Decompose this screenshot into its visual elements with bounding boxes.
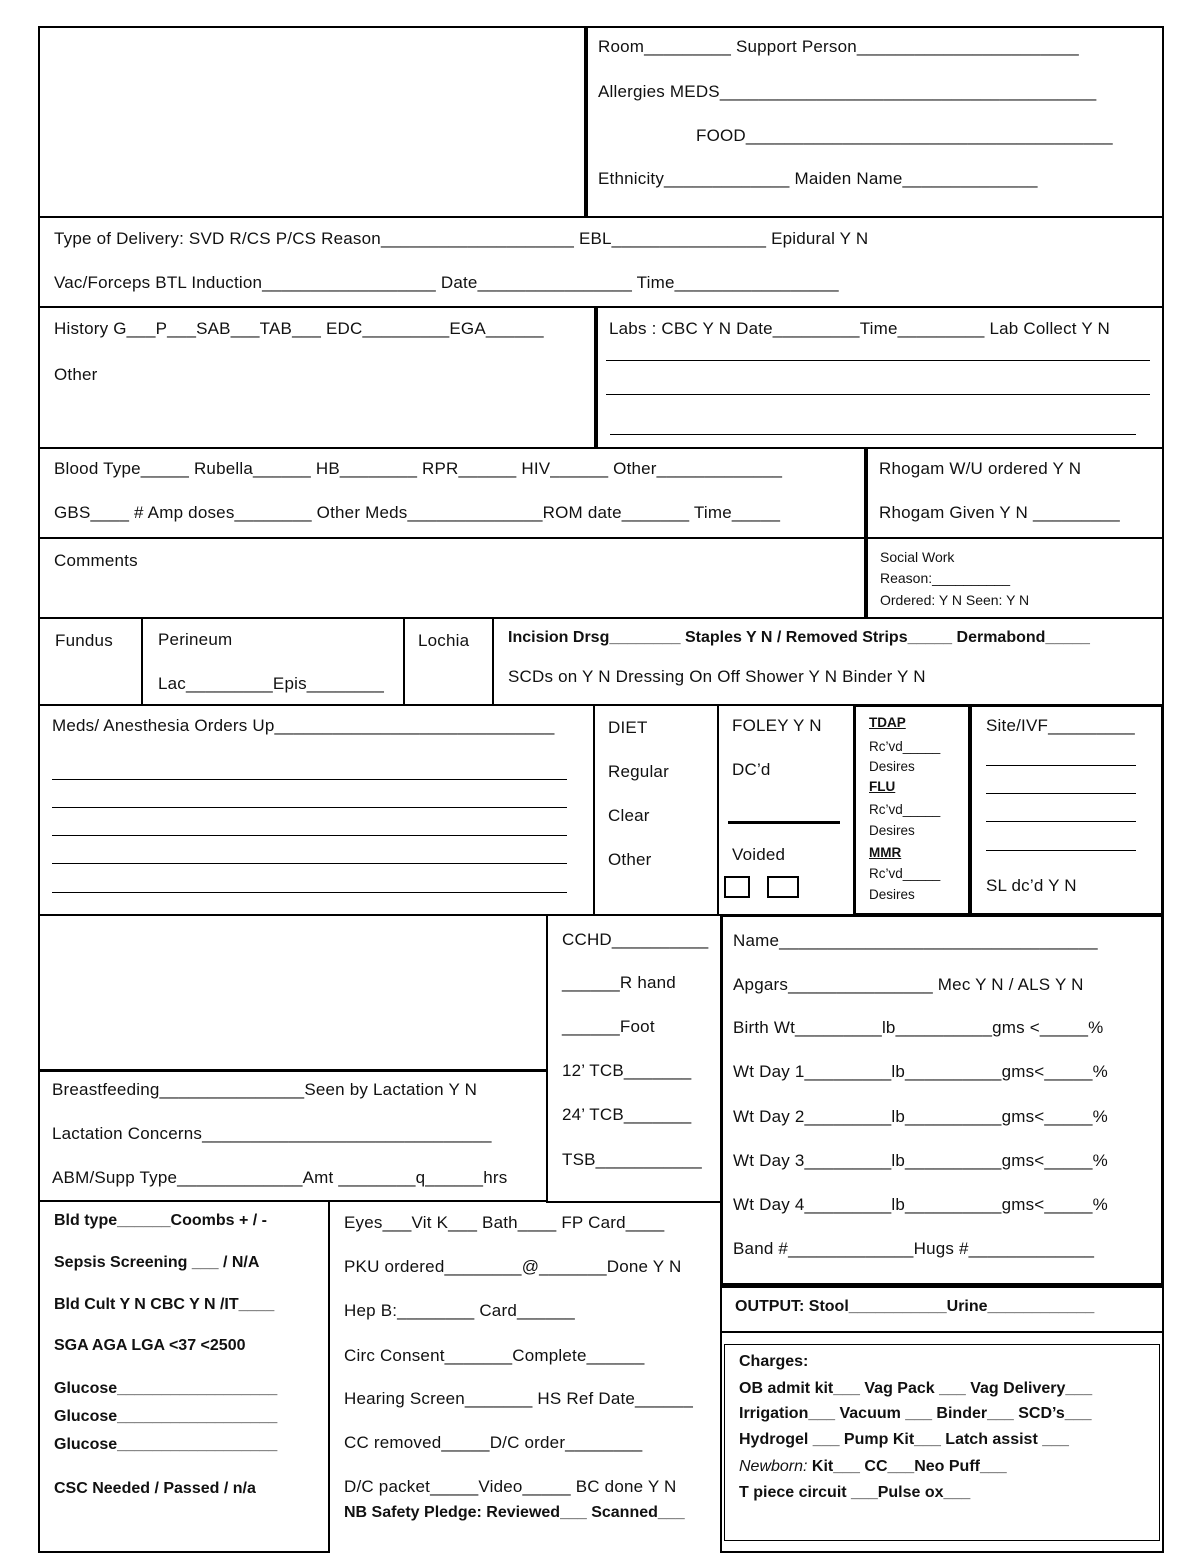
meds-line-4[interactable] (52, 863, 567, 864)
sl-dcd-field[interactable]: SL dc’d Y N (986, 876, 1077, 895)
room-support-field[interactable]: Room_________ Support Person_______________________ (598, 37, 1079, 56)
sepsis-screening[interactable]: Sepsis Screening ___ / N/A (54, 1254, 260, 1271)
dc-packet-field[interactable]: D/C packet_____Video_____ BC done Y N (344, 1477, 677, 1496)
gestational-size[interactable]: SGA AGA LGA <37 <2500 (54, 1337, 246, 1354)
band-hugs-field[interactable]: Band #_____________Hugs #_____________ (733, 1239, 1095, 1258)
fundus-label: Fundus (55, 631, 113, 650)
blood-type-line[interactable]: Blood Type_____ Rubella______ HB________ RPR______ HIV______ Other_____________ (54, 459, 783, 478)
voided-checkbox-1[interactable] (724, 876, 750, 898)
delivery-type-line[interactable]: Type of Delivery: SVD R/CS P/CS Reason____________________ EBL________________ Epidural Y N (54, 229, 869, 248)
site-ivf-field[interactable]: Site/IVF_________ (986, 716, 1135, 735)
cchd-right-hand[interactable]: ______R hand (562, 973, 676, 992)
wt-day-1-field[interactable]: Wt Day 1_________lb__________gms<_____% (733, 1062, 1109, 1081)
bld-type-coombs[interactable]: Bld type______Coombs + / - (54, 1212, 267, 1229)
newborn-weights-section (720, 914, 1164, 1286)
charges-line-3[interactable]: Hydrogel ___ Pump Kit___ Latch assist ___ (739, 1431, 1069, 1448)
bld-cult-cbc[interactable]: Bld Cult Y N CBC Y N /IT____ (54, 1296, 275, 1313)
output-stool-urine[interactable]: OUTPUT: Stool___________Urine____________ (735, 1298, 1095, 1315)
cchd-field[interactable]: CCHD__________ (562, 930, 709, 949)
meds-line-5[interactable] (52, 892, 567, 893)
foley-dcd: DC’d (732, 760, 771, 779)
charges-line-5[interactable]: T piece circuit ___Pulse ox___ (739, 1484, 971, 1501)
foley-title[interactable]: FOLEY Y N (732, 716, 822, 735)
nb-labs-section (38, 1200, 330, 1553)
wt-day-3-field[interactable]: Wt Day 3_________lb__________gms<_____% (733, 1151, 1109, 1170)
glucose-1[interactable]: Glucose__________________ (54, 1380, 278, 1397)
eyes-vitk-field[interactable]: Eyes___Vit K___ Bath____ FP Card____ (344, 1213, 665, 1232)
tdap-desires[interactable]: Desires (869, 759, 915, 774)
ethnicity-maiden-field[interactable]: Ethnicity_____________ Maiden Name______________ (598, 169, 1038, 188)
site-line-3[interactable] (986, 821, 1136, 822)
history-other-label: Other (54, 365, 98, 384)
abm-supp-field[interactable]: ABM/Supp Type_____________Amt ________q______hrs (52, 1168, 508, 1187)
lactation-concerns-field[interactable]: Lactation Concerns______________________________ (52, 1124, 492, 1143)
diet-other[interactable]: Other (608, 850, 652, 869)
incision-line[interactable]: Incision Drsg________ Staples Y N / Removed Strips_____ Dermabond_____ (508, 629, 1090, 646)
allergies-meds-field[interactable]: Allergies MEDS_______________________________________ (598, 82, 1097, 101)
meds-line-2[interactable] (52, 807, 567, 808)
tsb-field[interactable]: TSB___________ (562, 1150, 702, 1169)
voided-checkbox-2[interactable] (767, 876, 799, 898)
patient-label-area (38, 26, 588, 218)
pku-field[interactable]: PKU ordered________@_______Done Y N (344, 1257, 682, 1276)
gbs-line[interactable]: GBS____ # Amp doses________ Other Meds______________ROM date_______ Time_____ (54, 503, 781, 522)
newborn-charges-items[interactable]: Kit___ CC___Neo Puff___ (807, 1458, 1007, 1475)
charges-line-1[interactable]: OB admit kit___ Vag Pack ___ Vag Delivery___ (739, 1380, 1093, 1397)
mmr-title (869, 845, 901, 860)
cc-removed-field[interactable]: CC removed_____D/C order________ (344, 1433, 643, 1452)
glucose-3[interactable]: Glucose__________________ (54, 1436, 278, 1453)
flu-title-text: FLU (869, 779, 896, 794)
apgars-field[interactable]: Apgars_______________ Mec Y N / ALS Y N (733, 975, 1084, 994)
comments-label: Comments (54, 551, 138, 570)
flu-title (869, 779, 895, 794)
labs-line-3[interactable] (610, 434, 1136, 435)
circ-consent-field[interactable]: Circ Consent_______Complete______ (344, 1346, 645, 1365)
hearing-screen-field[interactable]: Hearing Screen_______ HS Ref Date______ (344, 1389, 693, 1408)
diet-title: DIET (608, 718, 648, 737)
site-line-4[interactable] (986, 850, 1136, 851)
birth-weight-field[interactable]: Birth Wt_________lb__________gms <_____% (733, 1018, 1104, 1037)
flu-rcvd[interactable]: Rc’vd_____ (869, 802, 941, 817)
mmr-rcvd[interactable]: Rc’vd_____ (869, 866, 941, 881)
site-line-1[interactable] (986, 765, 1136, 766)
charges-line-2[interactable]: Irrigation___ Vacuum ___ Binder___ SCD’s___ (739, 1405, 1092, 1422)
tcb-12-field[interactable]: 12’ TCB_______ (562, 1061, 692, 1080)
flu-desires[interactable]: Desires (869, 823, 915, 838)
wt-day-2-field[interactable]: Wt Day 2_________lb__________gms<_____% (733, 1107, 1109, 1126)
tcb-24-field[interactable]: 24’ TCB_______ (562, 1105, 692, 1124)
tdap-title-text: TDAP (869, 715, 906, 730)
newborn-name-field[interactable]: Name_________________________________ (733, 931, 1098, 950)
glucose-2[interactable]: Glucose__________________ (54, 1408, 278, 1425)
meds-anesthesia-label[interactable]: Meds/ Anesthesia Orders Up_____________________________ (52, 716, 555, 735)
comments-section (38, 537, 868, 619)
social-work-title: Social Work (880, 549, 955, 565)
labs-line-1[interactable] (606, 360, 1150, 361)
perineum-label: Perineum (158, 630, 233, 649)
safety-pledge-field[interactable]: NB Safety Pledge: Reviewed___ Scanned___ (344, 1504, 685, 1521)
meds-line-3[interactable] (52, 835, 567, 836)
hep-b-field[interactable]: Hep B:________ Card______ (344, 1301, 575, 1320)
diet-clear[interactable]: Clear (608, 806, 650, 825)
tdap-title (869, 715, 906, 730)
lac-epis-field[interactable]: Lac_________Epis________ (158, 674, 385, 693)
delivery-method-line[interactable]: Vac/Forceps BTL Induction__________________ Date________________ Time_________________ (54, 273, 839, 292)
rhogam-wu-field[interactable]: Rhogam W/U ordered Y N (879, 459, 1082, 478)
scds-line[interactable]: SCDs on Y N Dressing On Off Shower Y N Binder Y N (508, 667, 926, 686)
mmr-desires[interactable]: Desires (869, 887, 915, 902)
wt-day-4-field[interactable]: Wt Day 4_________lb__________gms<_____% (733, 1195, 1109, 1214)
site-line-2[interactable] (986, 793, 1136, 794)
tdap-rcvd[interactable]: Rc’vd_____ (869, 739, 941, 754)
diet-regular[interactable]: Regular (608, 762, 669, 781)
history-gpsab-line[interactable]: History G___P___SAB___TAB___ EDC_________EGA______ (54, 319, 544, 338)
allergies-food-field[interactable]: FOOD______________________________________ (696, 126, 1113, 145)
lochia-label: Lochia (418, 631, 470, 650)
foley-voided: Voided (732, 845, 786, 864)
charges-title: Charges: (739, 1353, 809, 1370)
newborn-charges-label: Newborn: (739, 1458, 808, 1475)
social-work-ordered-seen[interactable]: Ordered: Y N Seen: Y N (880, 592, 1030, 608)
meds-line-1[interactable] (52, 779, 567, 780)
cchd-foot[interactable]: ______Foot (562, 1017, 655, 1036)
csc-field[interactable]: CSC Needed / Passed / n/a (54, 1480, 256, 1497)
baby-label-area (38, 914, 548, 1072)
social-work-reason[interactable]: Reason:__________ (880, 570, 1011, 586)
foley-divider (728, 821, 840, 824)
charges-line-4[interactable] (739, 1458, 1007, 1476)
mmr-title-text: MMR (869, 845, 902, 860)
labs-line-2[interactable] (606, 394, 1150, 395)
breastfeeding-line[interactable]: Breastfeeding_______________Seen by Lactation Y N (52, 1080, 478, 1099)
labs-cbc-line[interactable]: Labs : CBC Y N Date_________Time_________ Lab Collect Y N (609, 319, 1110, 338)
rhogam-given-field[interactable]: Rhogam Given Y N _________ (879, 503, 1120, 522)
